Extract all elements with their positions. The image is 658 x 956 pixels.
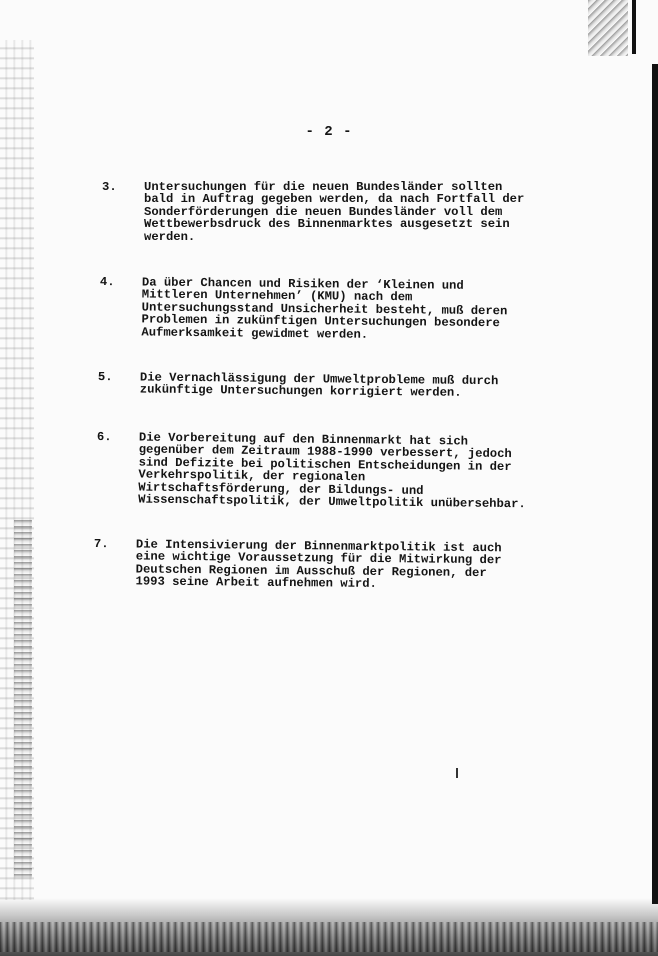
list-item-text: Untersuchungen für die neuen Bundesländer sollten bald in Auftrag gegeben werden, da nach Fortfall der Sonderförderungen die neuen Bundesländer voll dem Wettbewerbsdruck des Binnenmarktes ausgesetzt sein werden. xyxy=(144,180,525,244)
list-item-4 xyxy=(99,275,540,342)
list-item-text: Die Vorbereitung auf den Binnenmarkt hat sich gegenüber dem Zeitraum 1988-1990 verbessert, jedoch sind Defizite bei politischen Entscheidungen in der Verkehrspolitik, der regionalen Wirtschaftsförderung, der Bildungs- und Wissenschaftspolitik, der Umweltpolitik unübersehbar. xyxy=(138,430,526,512)
list-item-number: 3. xyxy=(102,180,117,194)
scan-artifact-top-right xyxy=(588,0,628,56)
list-item-number: 7. xyxy=(93,537,109,552)
list-item-number: 6. xyxy=(96,430,112,445)
list-item-number: 5. xyxy=(97,370,113,385)
scan-speck xyxy=(456,768,458,778)
scan-artifact-left-shadow xyxy=(14,520,32,880)
list-item-number: 4. xyxy=(99,275,115,290)
scan-edge-top-right xyxy=(632,0,636,54)
list-item-5 xyxy=(97,370,538,401)
list-item-7 xyxy=(93,537,534,592)
list-item-text: Die Vernachlässigung der Umweltprobleme muß durch zukünftige Untersuchungen korrigiert werden. xyxy=(139,370,499,401)
page-number: - 2 - xyxy=(305,124,353,140)
list-item-text: Da über Chancen und Risiken der ‘Kleinen und Mittleren Unternehmen’ (KMU) nach dem Untersuchungsstand Unsicherheit besteht, muß deren Problemen in zukünftigen Untersuchungen besondere Aufmerksamkeit gewidmet werden. xyxy=(141,275,508,342)
list-item-text: Die Intensivierung der Binnenmarktpolitik ist auch eine wichtige Voraussetzung für die Mitwirkung der Deutschen Regionen im Ausschuß der Regionen, der 1993 seine Arbeit aufnehmen wird. xyxy=(135,537,502,592)
scan-artifact-bottom-streaks xyxy=(0,922,658,952)
scan-edge-right xyxy=(652,64,658,904)
list-item-6 xyxy=(96,430,537,512)
